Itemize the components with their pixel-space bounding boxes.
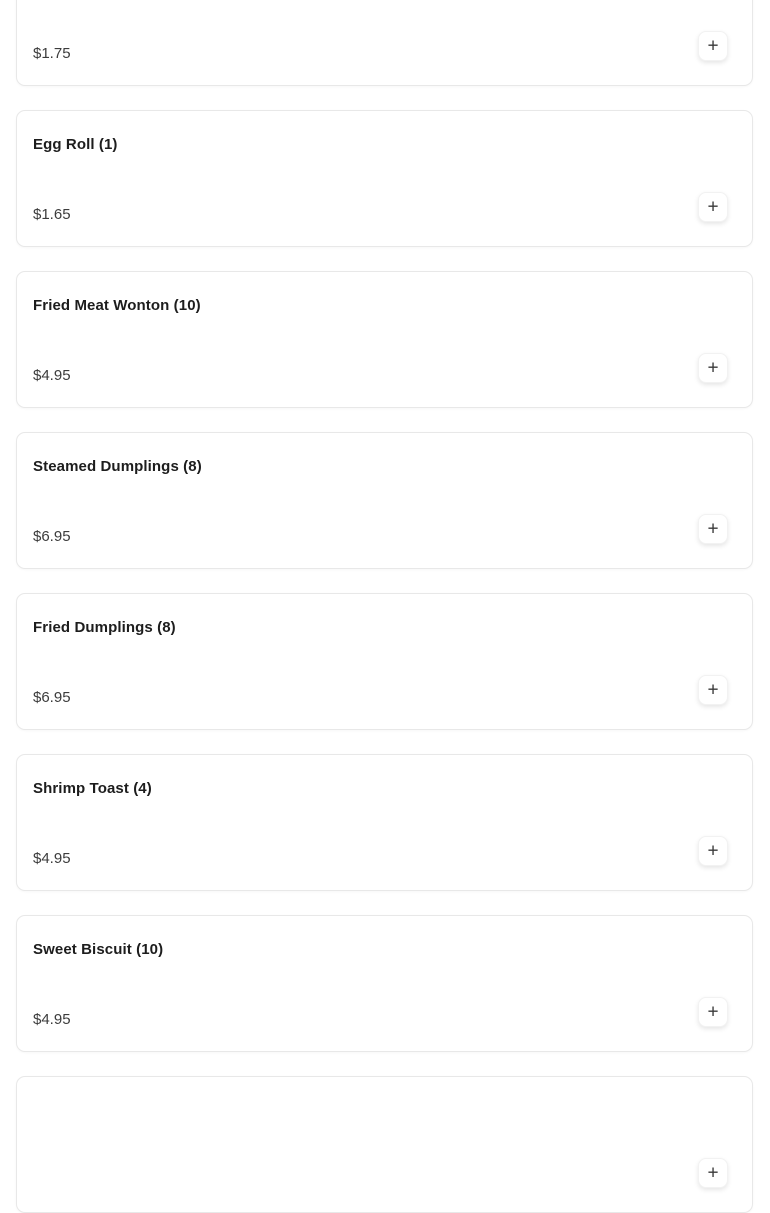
menu-item-price: $4.95 [33, 850, 71, 867]
add-to-cart-button[interactable] [698, 836, 728, 866]
plus-icon: + [707, 1001, 719, 1022]
add-to-cart-button[interactable] [698, 514, 728, 544]
menu-item-name: Steamed Dumplings (8) [33, 458, 202, 475]
menu-item-price: $4.95 [33, 1011, 71, 1028]
menu-item-price: $1.65 [33, 206, 71, 223]
menu-item-card [16, 1076, 753, 1213]
menu-item-name: Shrimp Toast (4) [33, 780, 152, 797]
menu-item-name: Fried Dumplings (8) [33, 619, 176, 636]
menu-item-card [16, 432, 753, 569]
menu-item-name: Fried Meat Wonton (10) [33, 297, 201, 314]
menu-item-card [16, 110, 753, 247]
menu-item-name: Sweet Biscuit (10) [33, 941, 164, 958]
add-to-cart-button[interactable] [698, 1158, 728, 1188]
plus-icon: + [707, 35, 719, 56]
add-to-cart-button[interactable] [698, 31, 728, 61]
menu-item-price: $4.95 [33, 367, 71, 384]
add-to-cart-button[interactable] [698, 353, 728, 383]
menu-item-price: $6.95 [33, 528, 71, 545]
add-to-cart-button[interactable] [698, 675, 728, 705]
plus-icon: + [707, 518, 719, 539]
menu-item-price: $6.95 [33, 689, 71, 706]
plus-icon: + [707, 1162, 719, 1183]
menu-item-card [16, 754, 753, 891]
add-to-cart-button[interactable] [698, 192, 728, 222]
menu-item-name: Egg Roll (1) [33, 136, 118, 153]
menu-item-card [16, 915, 753, 1052]
menu-item-card [16, 593, 753, 730]
plus-icon: + [707, 840, 719, 861]
plus-icon: + [707, 679, 719, 700]
add-to-cart-button[interactable] [698, 997, 728, 1027]
menu-item-card [16, 0, 753, 86]
plus-icon: + [707, 196, 719, 217]
menu-item-card [16, 271, 753, 408]
plus-icon: + [707, 357, 719, 378]
menu-item-price: $1.75 [33, 45, 71, 62]
